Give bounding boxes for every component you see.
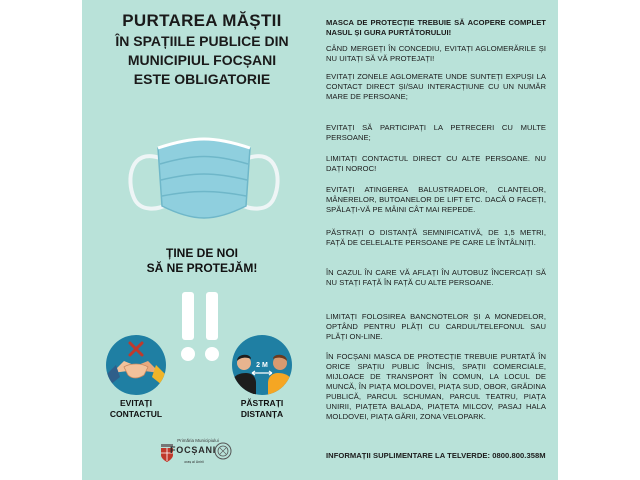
- slogan-line-2: SĂ NE PROTEJĂM!: [146, 261, 258, 275]
- guidelines-column: [318, 0, 554, 480]
- logo-municipality: Primăria Municipiului: [177, 438, 219, 443]
- logo-tagline: oraș al Unirii: [184, 460, 204, 464]
- keep-distance-circle: [232, 335, 292, 395]
- focsani-logo: [148, 436, 268, 476]
- avoid-contact-line-2: CONTACTUL: [109, 409, 163, 419]
- slogan-line-1: ȚINE DE NOI: [165, 246, 238, 260]
- distance-badge: 2 M: [256, 362, 268, 369]
- keep-distance-caption: [212, 398, 312, 420]
- title-line-1: PURTAREA MĂȘTII: [122, 11, 282, 30]
- guideline-paragraph: ÎN CAZUL ÎN CARE VĂ AFLAȚI ÎN AUTOBUZ ÎNCERCAȚI SĂ NU STAȚI FAȚĂ ÎN FAȚĂ CU ALTE PERSOANE.: [326, 268, 546, 287]
- avoid-contact-circle: [106, 335, 166, 395]
- slogan: [82, 246, 322, 276]
- left-column: [82, 0, 322, 480]
- keep-distance-line-2: DISTANȚA: [240, 409, 284, 419]
- logo-name: FOCȘANI: [170, 445, 217, 455]
- seal-icon: [214, 442, 232, 460]
- title-line-3: MUNICIPIUL FOCȘANI: [127, 52, 277, 68]
- guideline-paragraph: LIMITAȚI CONTACTUL DIRECT CU ALTE PERSOANE. NU DAȚI NOROC!: [326, 154, 546, 173]
- guideline-paragraph: CÂND MERGEȚI ÎN CONCEDIU, EVITAȚI AGLOMERĂRILE ȘI NU UITAȚI SĂ VĂ PROTEJAȚI!: [326, 44, 546, 63]
- keep-distance-line-1: PĂSTRAȚI: [240, 398, 284, 408]
- avoid-contact-line-1: EVITAȚI: [120, 398, 152, 408]
- double-exclamation-icon: [176, 292, 226, 364]
- title-line-4: ESTE OBLIGATORIE: [133, 71, 271, 87]
- guideline-paragraph: MASCA DE PROTECȚIE TREBUIE SĂ ACOPERE COMPLET NASUL ȘI GURA PURTĂTORULUI!: [326, 18, 546, 37]
- title-line-2: ÎN SPAȚIILE PUBLICE DIN: [115, 33, 289, 49]
- hotline-info: INFORMAȚII SUPLIMENTARE LA TELVERDE: 0800.800.358M: [326, 451, 546, 460]
- face-mask-icon: [124, 118, 284, 230]
- avoid-contact-caption: [86, 398, 186, 420]
- guideline-paragraph: EVITAȚI ATINGEREA BALUSTRADELOR, CLANȚELOR, MÂNERELOR, BUTOANELOR DE LIFT ETC. DACĂ O FACEȚI, SPĂLAȚI-VĂ PE MÂINI CÂT MAI REPEDE.: [326, 185, 546, 214]
- guideline-paragraph: PĂSTRAȚI O DISTANȚĂ SEMNIFICATIVĂ, DE 1,5 METRI, FAȚĂ DE CELELALTE PERSOANE PE CARE LE ÎNTÂLNIȚI.: [326, 228, 546, 247]
- handshake-crossed-icon: [106, 335, 166, 395]
- guideline-paragraph: ÎN FOCȘANI MASCA DE PROTECȚIE TREBUIE PURTATĂ ÎN ORICE SPAȚIU PUBLIC ÎNCHIS, SPAȚII COMERCIALE, MIJLOACE DE TRANSPORT ÎN COMUN, LA LOCUL DE MUNCĂ, ÎN PIAȚA MOLDOVEI, PIAȚA SUD, OBOR, GRĂDINA PUBLICĂ, PARCUL SCHUMAN, PARCUL TEATRU, PIAȚA UNIRII, PIAȚETA BALADA, PIAȚETA MILCOV, PASAJ HALA MOLDOVEI, PIAȚA GĂRII, ZONA VELOPARK.: [326, 352, 546, 421]
- guideline-paragraph: EVITAȚI ZONELE AGLOMERATE UNDE SUNTEȚI EXPUȘI LA CONTACT DIRECT ȘI/SAU INTERACȚIUNE CU UN NUMĂR MARE DE PERSOANE;: [326, 72, 546, 101]
- page-title: [82, 10, 322, 89]
- guideline-paragraph: LIMITAȚI FOLOSIREA BANCNOTELOR ȘI A MONEDELOR, OPTÂND PENTRU PLĂȚI CU CARDUL/TELEFONUL SAU PLĂȚI ON-LINE.: [326, 312, 546, 341]
- two-people-distance-icon: [232, 335, 292, 395]
- poster: [82, 0, 558, 480]
- guideline-paragraph: EVITAȚI SĂ PARTICIPAȚI LA PETRECERI CU MULTE PERSOANE;: [326, 123, 546, 142]
